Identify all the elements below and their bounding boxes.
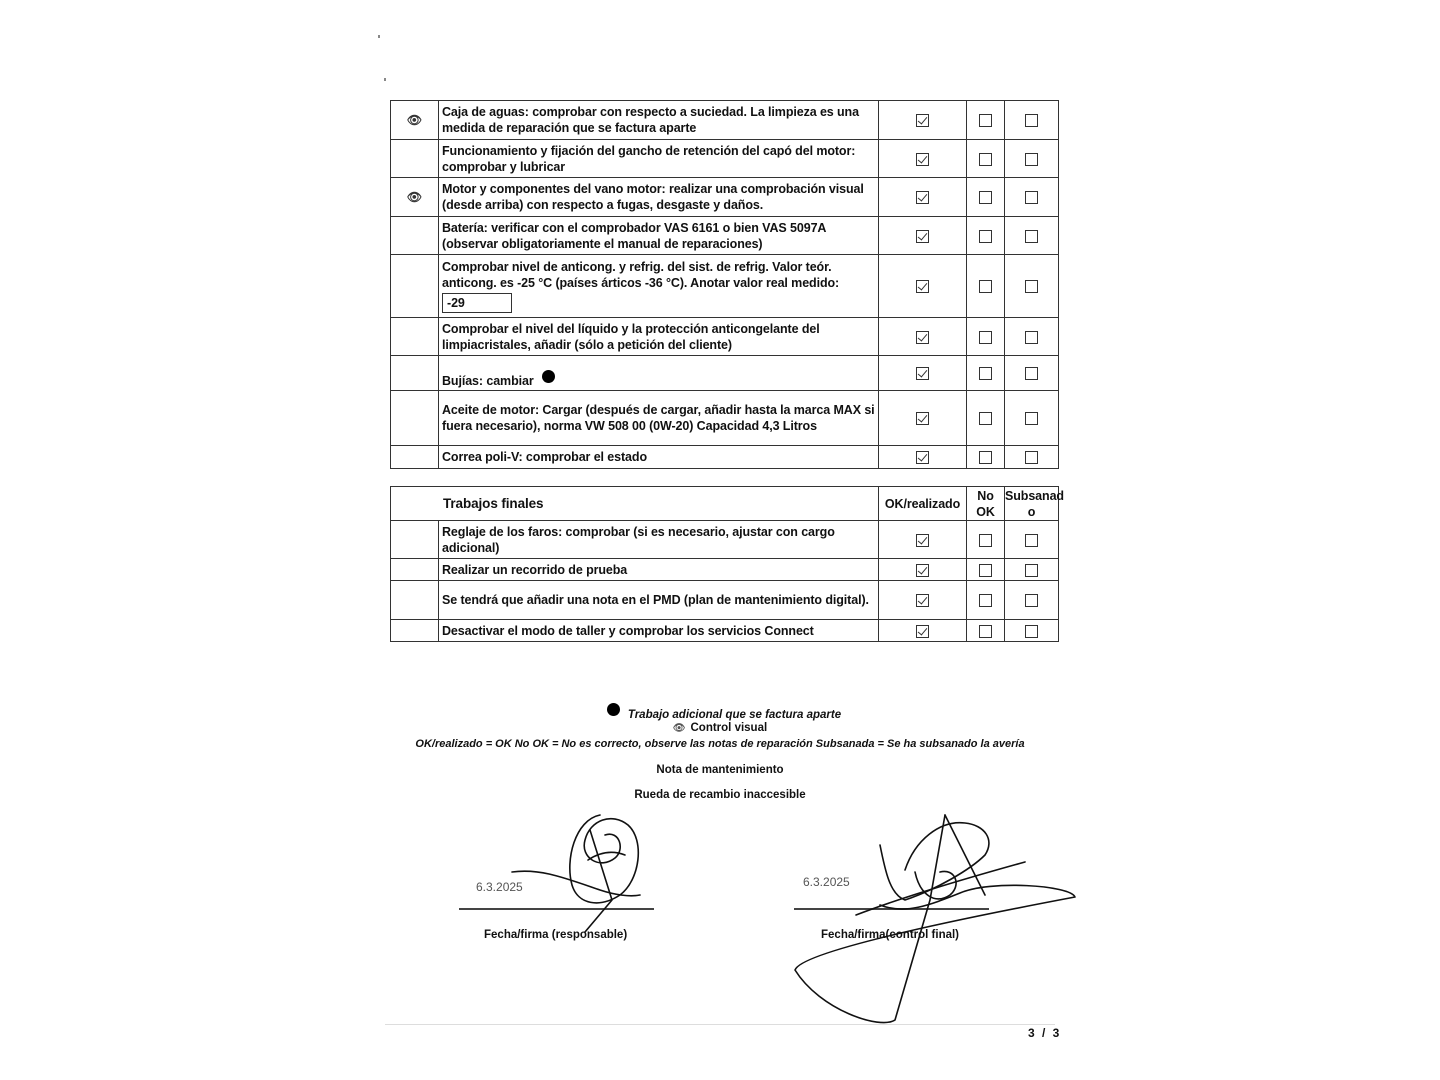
eye-icon: 👁 (391, 101, 439, 140)
final-task-description: Realizar un recorrido de prueba (439, 559, 879, 581)
task-description: Motor y componentes del vano motor: realizar una comprobación visual (desde arriba) con respecto a fugas, desgaste y daños. (442, 182, 864, 212)
eye-icon: 👁 (672, 723, 686, 734)
legend-status-explanation: OK/realizado = OK No OK = No es correcto, observe las notas de reparación Subsanada = Se ha subsanado la avería (415, 738, 1025, 750)
task-description: Caja de aguas: comprobar con respecto a suciedad. La limpieza es una medida de reparación que se factura aparte (442, 105, 859, 135)
legend-additional-work-text: Trabajo adicional que se factura aparte (627, 709, 842, 721)
left-signature-stroke (588, 852, 625, 860)
right-signature-stroke (880, 815, 989, 900)
left-signature-stroke (585, 830, 612, 932)
col-ok-header: OK/realizado (879, 487, 967, 521)
task-description: Comprobar el nivel del líquido y la protección anticongelante del limpiacristales, añadir (sólo a petición del cliente) (442, 321, 820, 352)
task-description: Batería: verificar con el comprobador VAS 6161 o bien VAS 5097A (observar obligatoriamente el manual de reparaciones) (442, 220, 826, 251)
right-signature-date: 6.3.2025 (803, 875, 850, 889)
eye-icon: 👁 (391, 178, 439, 217)
left-signature-date: 6.3.2025 (476, 880, 523, 894)
task-description: Bujías: cambiar (442, 374, 534, 388)
measured-value-field[interactable]: -29 (442, 293, 512, 313)
col-no-ok-header: No OK (967, 487, 1005, 521)
task-description: Funcionamiento y fijación del gancho de retención del capó del motor: comprobar y lubricar (442, 143, 856, 174)
maintenance-note-title: Nota de mantenimiento (656, 764, 784, 776)
final-task-description: Se tendrá que añadir una nota en el PMD (plan de mantenimiento digital). (439, 581, 879, 620)
col-subsanado-header: Subsanad o (1005, 488, 1064, 519)
right-signature-label: Fecha/firma(control final) (821, 929, 960, 941)
left-signature-stroke (570, 815, 638, 903)
task-description: Aceite de motor: Cargar (después de cargar, añadir hasta la marca MAX si fuera necesario), norma VW 508 00 (0W-20) Capacidad 4,3 Litros (442, 403, 875, 433)
right-signature-stroke (856, 862, 1025, 915)
footer-rule (385, 1024, 1055, 1025)
right-signature-stroke (795, 815, 1075, 1023)
final-task-description: Desactivar el modo de taller y comprobar los servicios Connect (439, 620, 879, 642)
task-description: Comprobar nivel de anticong. y refrig. del sist. de refrig. Valor teór. anticong. es -25 °C (países árticos -36 °C). Anotar valor real medido: (442, 260, 840, 290)
maintenance-note: Rueda de recambio inaccesible (634, 789, 806, 801)
final-task-description: Reglaje de los faros: comprobar (si es necesario, ajustar con cargo adicional) (439, 521, 879, 559)
final-works-title: Trabajos finales (443, 495, 544, 511)
page-number: 3 / 3 (1028, 1026, 1062, 1040)
left-signature-label: Fecha/firma (responsable) (484, 929, 628, 941)
legend-visual-control-text: Control visual (690, 722, 768, 734)
task-description: Correa poli-V: comprobar el estado (442, 450, 647, 464)
